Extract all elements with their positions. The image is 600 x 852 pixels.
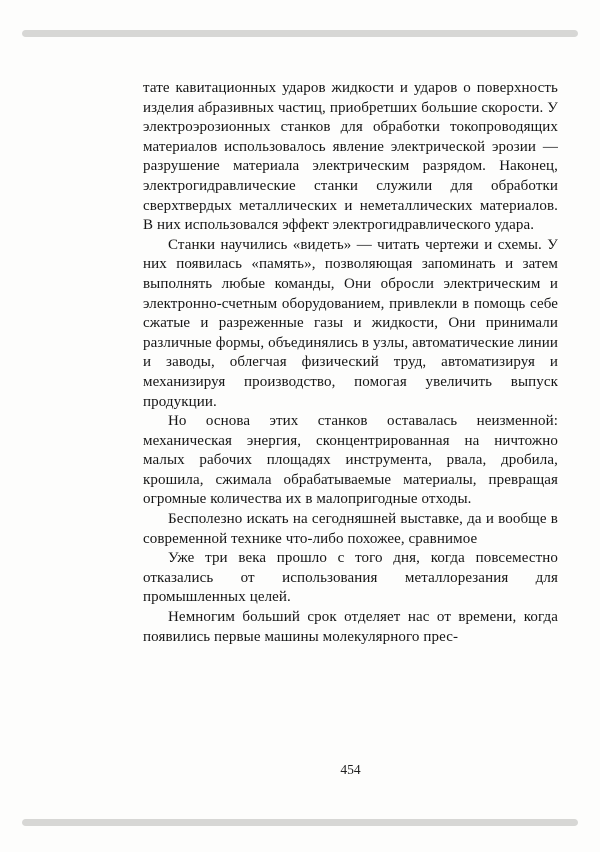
text-block bbox=[143, 79, 558, 647]
page-edge-bottom bbox=[22, 819, 578, 826]
paragraph: тате кавитационных ударов жидкости и ударов о поверхность изделия абразивных частиц, приобретших большие скорости. У электроэрозионных станков для обработки токопроводящих материалов использовалось явление электрической эрозии — разрушение материала электрическим разрядом. Наконец, электрогидравлические станки служили для обработки сверхтвердых металлических и неметаллических материалов. В них использовался эффект электрогидравлического удара. bbox=[143, 80, 558, 234]
page-edge-top bbox=[22, 30, 578, 37]
paragraph: Но основа этих станков оставалась неизменной: механическая энергия, сконцентрированная на ничтожно малых рабочих площадях инструмента, рвала, дробила, крошила, сжимала обрабатываемые материалы, превращая огромные количества их в малопригодные отходы. bbox=[143, 413, 558, 508]
paragraph: Станки научились «видеть» — читать чертежи и схемы. У них появилась «память», позволяющая запоминать и затем выполнять любые команды, Они обросли электрическим и электронно-счетным оборудованием, привлекли в помощь себе сжатые и разреженные газы и жидкости, Они принимали различные формы, объединялись в узлы, автоматические линии и заводы, облегчая физический труд, автоматизируя и механизируя производство, помогая увеличить выпуск продукции. bbox=[143, 236, 558, 410]
page-number: 454 bbox=[340, 762, 361, 777]
paragraph: Бесполезно искать на сегодняшней выставке, да и вообще в современной технике что-либо похожее, сравнимое bbox=[143, 511, 558, 547]
paragraph: Немногим больший срок отделяет нас от времени, когда появились первые машины молекулярного прес- bbox=[143, 609, 558, 645]
paragraph: Уже три века прошло с того дня, когда повсеместно отказались от использования металлорезания для промышленных целей. bbox=[143, 550, 558, 606]
